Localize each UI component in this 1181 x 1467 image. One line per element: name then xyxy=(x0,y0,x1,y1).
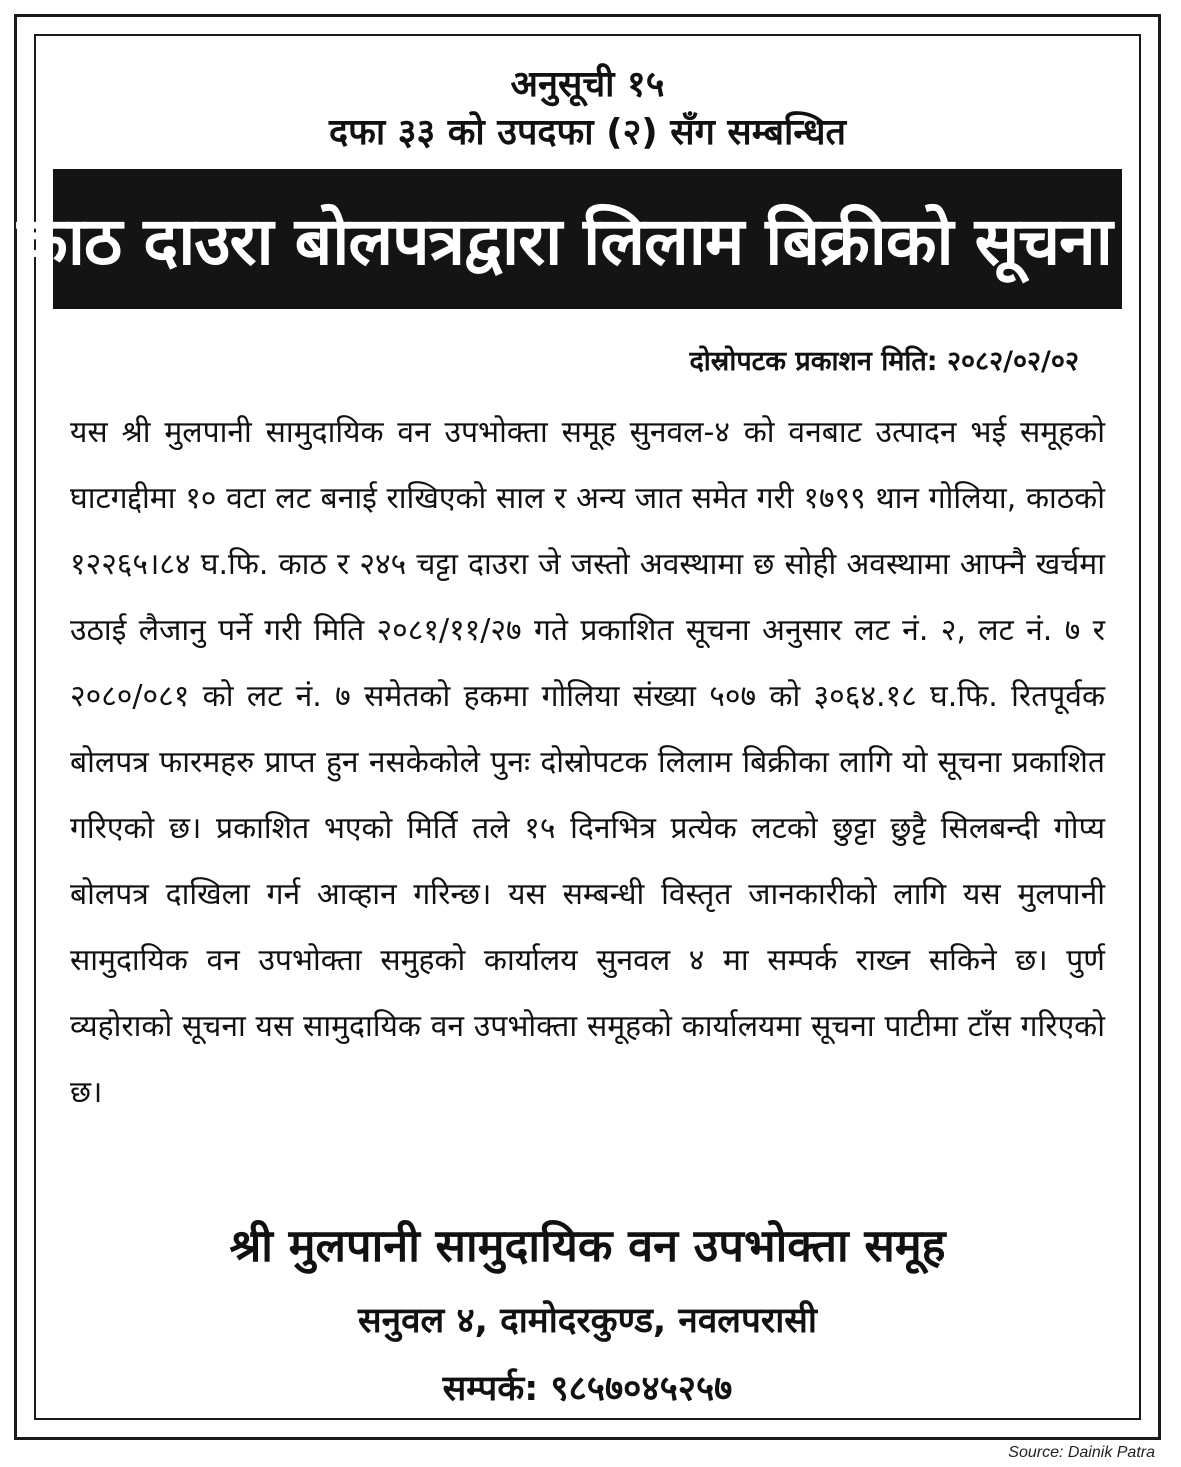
notice-frame xyxy=(17,34,1158,1420)
organization-address: सनुवल ४, दामोदरकुण्ड, नवलपरासी xyxy=(358,1301,817,1341)
schedule-heading: अनुसूची १५ xyxy=(510,64,665,105)
notice-box xyxy=(14,14,1161,1440)
organization-name: श्री मुलपानी सामुदायिक वन उपभोक्ता समूह xyxy=(229,1219,946,1272)
publication-date: दोस्रोपटक प्रकाशन मिति: २०८२/०२/०२ xyxy=(689,346,1079,377)
notice-body: यस श्री मुलपानी सामुदायिक वन उपभोक्ता समूह सुनवल-४ को वनबाट उत्पादन भई समूहको घाटगद्दीमा १० वटा लट बनाई राखिएको साल र अन्य जात समेत गरी १७९९ थान गोलिया, काठको १२२६५।८४ घ.फि. काठ र २४५ चट्टा दाउरा जे जस्तो अवस्थामा छ सोही अवस्थामा आफ्नै खर्चमा उठाई लैजानु पर्ने गरी मिति २०८१/११/२७ गते प्रकाशित सूचना अनुसार लट नं. २, लट नं. ७ र २०८०/०८१ को लट नं. ७ समेतको हकमा गोलिया संख्या ५०७ को ३०६४.१८ घ.फि. रितपूर्वक बोलपत्र फारमहरु प्राप्त हुन नसकेकोले पुनः दोस्रोपटक लिलाम बिक्रीका लागि यो सूचना प्रकाशित गरिएको छ। प्रकाशित भएको मिर्ति तले १५ दिनभित्र प्रत्येक लटको छुट्टा छुट्टै सिलबन्दी गोप्य बोलपत्र दाखिला गर्न आव्हान गरिन्छ। यस सम्बन्धी विस्तृत जानकारीको लागि यस मुलपानी सामुदायिक वन उपभोक्ता समुहको कार्यालय सुनवल ४ मा सम्पर्क राख्न सकिने छ। पुर्ण व्यहोराको सूचना यस सामुदायिक वन उपभोक्ता समूहको कार्यालयमा सूचना पाटीमा टाँस गरिएको छ। xyxy=(70,415,1105,1110)
source-credit: Source: Dainik Patra xyxy=(1008,1444,1155,1461)
section-reference: दफा ३३ को उपदफा (२) सँग सम्बन्धित xyxy=(329,112,846,153)
title-banner xyxy=(17,169,1158,309)
notice-title: काठ दाउरा बोलपत्रद्वारा लिलाम बिक्रीको सूचना । xyxy=(17,203,1158,280)
contact-number: सम्पर्क: ९८५७०४५२५७ xyxy=(442,1369,733,1409)
